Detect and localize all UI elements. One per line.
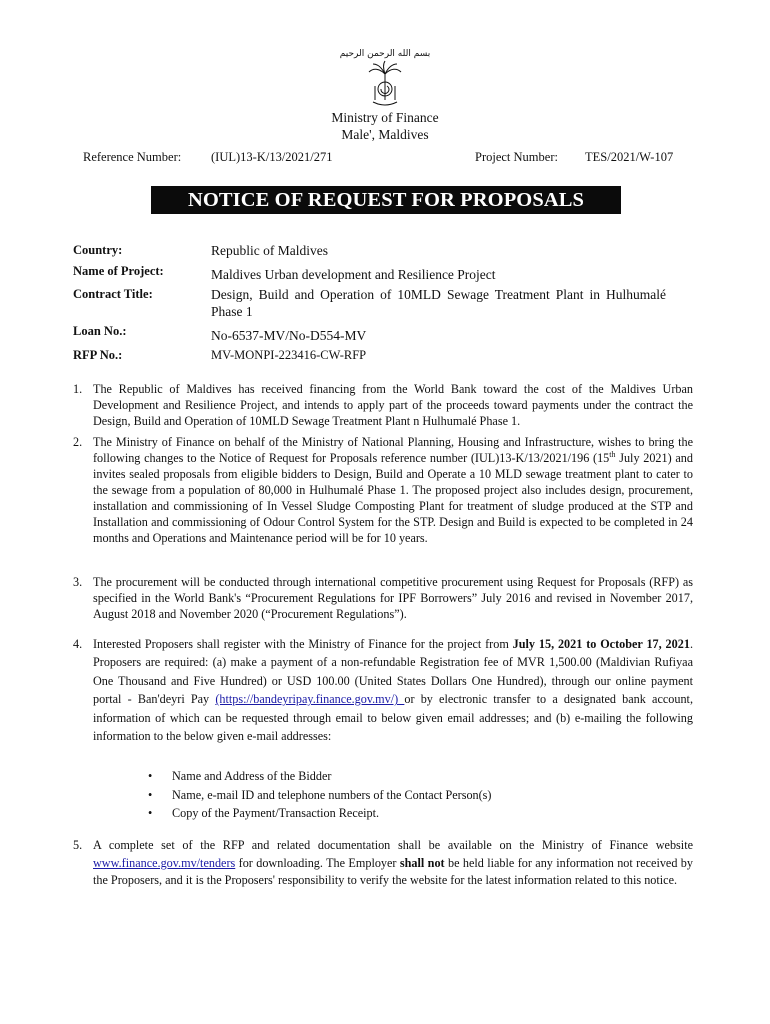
text-segment: for downloading. The Employer [235,855,400,870]
paragraph-2 [73,434,693,546]
project-number-label: Project Number: [475,150,558,164]
rfp-number-label: RFP No.: [73,348,123,362]
bullet-icon: • [148,787,153,802]
list-item [148,804,492,823]
ministry-location: Male', Maldives [341,127,429,142]
reference-label: Reference Number: [83,150,182,164]
contract-title-label: Contract Title: [73,287,153,301]
list-item [148,786,492,805]
list-item-text: Name and Address of the Bidder [172,769,332,783]
paragraph-number: 4. [73,637,83,651]
paragraph-number: 1. [73,382,83,396]
bismillah-calligraphy: بسم الله الرحمن الرحيم [339,49,431,59]
bullet-icon: • [148,769,153,783]
text-segment: be held liable for any information not received by the Proposers, and it is the Proposers' responsibility to verify the website for the latest information related to this notice. [93,855,693,887]
text-segment: The Ministry of Finance on behalf of the Ministry of National Planning, Housing and Infrastructure, wishes to bring the following changes to the Notice of Request for Proposals reference number (IUL)13-K/13/2021/196 (15 [93,435,693,465]
country-value: Republic of Maldives [211,243,328,258]
text-segment: Interested Proposers shall register with the Ministry of Finance for the project from [93,637,513,651]
paragraph-text: The Republic of Maldives has received financing from the World Bank toward the cost of the Maldives Urban Development and Resilience Project, and intends to apply part of the proceeds toward payments under the contract the Design, Build and Operation of 10MLD Sewage Treatment Plant n Hulhumalé Phase 1. [93,382,693,428]
paragraph-text [93,635,693,745]
registration-period: July 15, 2021 to October 17, 2021 [512,637,690,651]
contract-title-value: Design, Build and Operation of 10MLD Sewage Treatment Plant in Hulhumalé Phase 1 [211,287,666,319]
text-segment: A complete set of the RFP and related documentation shall be available on the Ministry of Finance website [93,838,693,852]
bullet-icon: • [148,806,153,820]
text-segment: . Proposers are required: (a) make a payment of a non-refundable Registration fee of MVR 1,500.00 (Maldivian Rufiyaa One Thousand and Five Hundred) or USD 100.00 (United States Dollars One Hundred), through our online payment portal - Ban'deyri Pay [93,637,693,707]
project-number-value: TES/2021/W-107 [585,150,674,164]
list-item-text: Copy of the Payment/Transaction Receipt. [172,806,380,820]
loan-number-value: No-6537-MV/No-D554-MV [211,328,367,343]
text-segment: July 2021) and invites sealed proposals from eligible bidders to Design, Build and Operate a 10 MLD sewage treatment plant to cater to the sewage from a population of 80,000 in Hulhumalé Phase 1. The proposed project also includes design, procurement, installation and commissioning of In Vessel Sludge Composting Plant for treatment of sludge produced at the STP and Installation and commissioning of Odour Control System for the STP. Design and Build is expected to be completed in 24 months and Operations and Maintenance period will be for 10 years. [93,451,693,545]
paragraph-number: 3. [73,575,83,589]
paragraph-1 [73,381,693,429]
tenders-website-link[interactable]: www.finance.gov.mv/tenders [93,855,236,870]
reference-value: (IUL)13-K/13/2021/271 [211,150,333,164]
project-name-label: Name of Project: [73,264,164,278]
bandeyri-pay-link[interactable]: (https://bandeyripay.finance.gov.mv/) [215,692,405,707]
superscript: th [609,449,616,459]
ministry-name: Ministry of Finance [331,110,439,125]
paragraph-3 [73,574,693,622]
emphasis-text: shall not [399,855,445,870]
required-information-list [148,767,492,823]
list-item-text: Name, e-mail ID and telephone numbers of the Contact Person(s) [172,787,492,802]
paragraph-number: 2. [73,435,83,449]
paragraph-4 [73,635,693,745]
paragraph-5 [73,837,693,890]
paragraph-number: 5. [73,838,83,852]
list-item [148,767,492,786]
notice-title: NOTICE OF REQUEST FOR PROPOSALS [151,186,621,214]
rfp-number-value: MV-MONPI-223416-CW-RFP [211,348,367,362]
government-emblem-icon [339,44,431,112]
loan-number-label: Loan No.: [73,324,127,338]
paragraph-text: The procurement will be conducted through international competitive procurement using Request for Proposals (RFP) as specified in the World Bank's “Procurement Regulations for IPF Borrowers” July 2016 and revised in November 2017, August 2018 and November 2020 (“Procurement Regulations”). [93,575,693,621]
paragraph-text [93,434,693,546]
text-segment: or by electronic transfer to a designated bank account, information of which can be requested through email to below given email addresses; and (b) e-mailing the following information to the below given e-mail addresses: [93,692,693,744]
project-name-value: Maldives Urban development and Resilience Project [211,267,496,282]
country-label: Country: [73,243,123,257]
paragraph-text [93,837,693,890]
